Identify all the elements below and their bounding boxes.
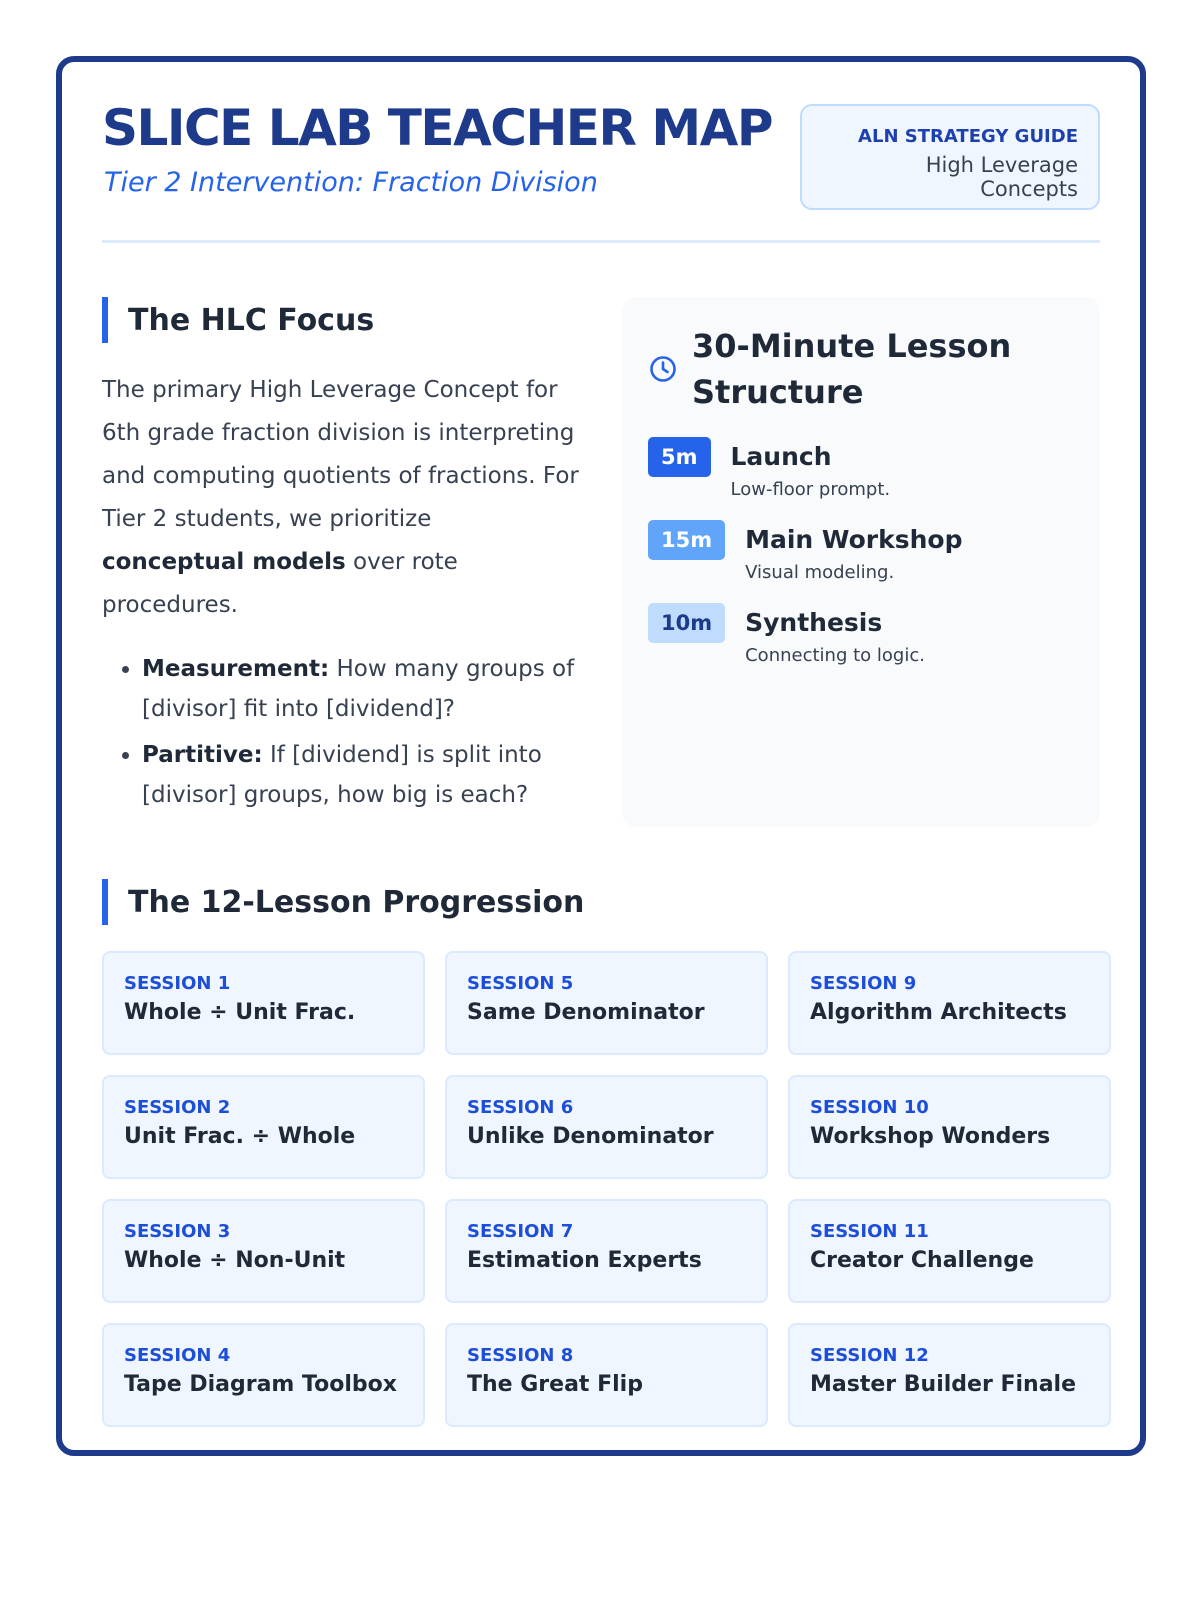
hlc-heading bbox=[102, 297, 580, 343]
clock-icon bbox=[648, 354, 678, 384]
lesson-structure-header bbox=[648, 323, 1074, 415]
hlc-heading-text: The HLC Focus bbox=[128, 302, 375, 338]
session-title: Workshop Wonders bbox=[810, 1124, 1051, 1149]
session-number: SESSION 5 bbox=[467, 973, 574, 994]
session-title: Algorithm Architects bbox=[810, 1000, 1067, 1025]
list-item-measurement bbox=[142, 649, 580, 729]
hlc-focus-section bbox=[102, 297, 580, 827]
session-number: SESSION 6 bbox=[467, 1097, 574, 1118]
hlc-paragraph-before: The primary High Leverage Concept for 6th grade fraction division is interpreting and computing quotients of fractions. For Tier 2 students, we prioritize bbox=[102, 377, 579, 532]
session-title: Same Denominator bbox=[467, 1000, 705, 1025]
session-card-2 bbox=[102, 1075, 425, 1179]
heading-accent-bar bbox=[102, 879, 108, 925]
step-description: Low-floor prompt. bbox=[730, 479, 891, 500]
session-title: Unlike Denominator bbox=[467, 1124, 714, 1149]
session-number: SESSION 7 bbox=[467, 1221, 574, 1242]
session-number: SESSION 12 bbox=[810, 1345, 929, 1366]
session-card-11 bbox=[788, 1199, 1111, 1303]
session-card-1 bbox=[102, 951, 425, 1055]
session-number: SESSION 10 bbox=[810, 1097, 929, 1118]
progression-heading bbox=[102, 879, 1100, 925]
hlc-paragraph-after: over rote procedures. bbox=[102, 549, 458, 618]
step-description: Visual modeling. bbox=[745, 562, 895, 583]
session-title: The Great Flip bbox=[467, 1372, 643, 1397]
division-types-list bbox=[102, 649, 580, 815]
session-number: SESSION 1 bbox=[124, 973, 231, 994]
lesson-step-main-workshop bbox=[648, 520, 1074, 583]
progression-heading-text: The 12-Lesson Progression bbox=[128, 884, 585, 920]
strategy-guide-badge bbox=[800, 104, 1100, 210]
lesson-step-launch bbox=[648, 437, 1074, 500]
time-badge: 15m bbox=[648, 520, 725, 560]
session-card-4 bbox=[102, 1323, 425, 1427]
step-info bbox=[745, 520, 962, 583]
lesson-structure-panel bbox=[622, 297, 1100, 827]
guide-subtitle: High Leverage Concepts bbox=[925, 153, 1078, 201]
step-name: Launch bbox=[730, 442, 832, 471]
session-number: SESSION 8 bbox=[467, 1345, 574, 1366]
hlc-paragraph-bold: conceptual models bbox=[102, 549, 346, 575]
session-number: SESSION 9 bbox=[810, 973, 917, 994]
step-description: Connecting to logic. bbox=[745, 645, 925, 666]
session-title: Unit Frac. ÷ Whole bbox=[124, 1124, 356, 1149]
step-info bbox=[731, 437, 891, 500]
session-card-6 bbox=[445, 1075, 768, 1179]
heading-accent-bar bbox=[102, 297, 108, 343]
bullet-term: Partitive: bbox=[142, 742, 263, 768]
session-title: Master Builder Finale bbox=[810, 1372, 1077, 1397]
session-number: SESSION 11 bbox=[810, 1221, 929, 1242]
middle-section bbox=[102, 297, 1100, 827]
guide-label: ALN STRATEGY GUIDE bbox=[858, 126, 1078, 147]
page-subtitle: Tier 2 Intervention: Fraction Division bbox=[104, 166, 598, 198]
lesson-progression-section bbox=[102, 879, 1100, 1427]
session-title: Whole ÷ Non-Unit bbox=[124, 1248, 346, 1273]
bullet-text: How many groups of [divisor] fit into [dividend]? bbox=[142, 656, 575, 722]
session-card-5 bbox=[445, 951, 768, 1055]
time-badge: 5m bbox=[648, 437, 711, 477]
session-card-10 bbox=[788, 1075, 1111, 1179]
time-badge: 10m bbox=[648, 603, 725, 643]
session-grid bbox=[102, 951, 1100, 1427]
session-number: SESSION 2 bbox=[124, 1097, 231, 1118]
session-title: Whole ÷ Unit Frac. bbox=[124, 1000, 356, 1025]
step-info bbox=[745, 603, 925, 666]
session-card-8 bbox=[445, 1323, 768, 1427]
session-title: Creator Challenge bbox=[810, 1248, 1034, 1273]
session-number: SESSION 3 bbox=[124, 1221, 231, 1242]
lesson-structure-title: 30-Minute Lesson Structure bbox=[692, 327, 1012, 411]
session-card-3 bbox=[102, 1199, 425, 1303]
bullet-text: If [dividend] is split into [divisor] groups, how big is each? bbox=[142, 742, 542, 808]
session-card-12 bbox=[788, 1323, 1111, 1427]
page-header bbox=[102, 99, 1100, 243]
session-card-7 bbox=[445, 1199, 768, 1303]
list-item-partitive bbox=[142, 735, 580, 815]
session-card-9 bbox=[788, 951, 1111, 1055]
step-name: Synthesis bbox=[745, 608, 883, 637]
session-title: Tape Diagram Toolbox bbox=[124, 1372, 397, 1397]
page-title: SLICE LAB TEACHER MAP bbox=[102, 99, 772, 157]
lesson-step-synthesis bbox=[648, 603, 1074, 666]
teacher-map-card bbox=[56, 56, 1146, 1456]
session-title: Estimation Experts bbox=[467, 1248, 702, 1273]
title-block bbox=[102, 99, 772, 198]
bullet-term: Measurement: bbox=[142, 656, 330, 682]
session-number: SESSION 4 bbox=[124, 1345, 231, 1366]
step-name: Main Workshop bbox=[745, 525, 963, 554]
hlc-paragraph bbox=[102, 369, 580, 627]
